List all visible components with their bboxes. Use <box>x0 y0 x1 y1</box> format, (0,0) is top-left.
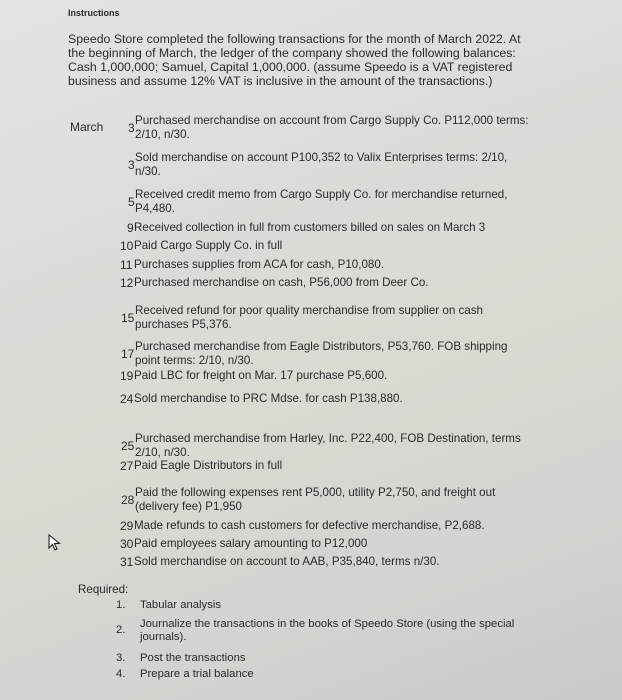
transaction-day: 5 <box>128 195 135 209</box>
transaction-day: 29 <box>120 519 134 533</box>
transaction-day: 24 <box>120 392 134 406</box>
transaction-day: 3 <box>128 121 135 135</box>
required-item-number: 4. <box>116 668 126 680</box>
transaction-text: 2/10, n/30. <box>135 128 190 141</box>
required-item-text: Journalize the transactions in the books of Speedo Store (using the special <box>140 618 515 630</box>
required-item-number: 1. <box>116 599 126 611</box>
intro-line: Speedo Store completed the following transactions for the month of March 2022. At <box>68 32 521 46</box>
transaction-text: Paid Eagle Distributors in full <box>134 459 283 472</box>
required-item-text: journals). <box>140 631 187 643</box>
transaction-text: Purchased merchandise on cash, P56,000 from Deer Co. <box>134 276 429 289</box>
required-item-text: Tabular analysis <box>140 599 222 611</box>
transaction-text: Sold merchandise on account to AAB, P35,840, terms n/30. <box>134 555 440 568</box>
intro-line: business and assume 12% VAT is inclusive in the amount of the transactions.) <box>68 74 493 88</box>
transaction-text: Made refunds to cash customers for defective merchandise, P2,688. <box>134 519 485 532</box>
transaction-text: Paid employees salary amounting to P12,000 <box>134 537 368 550</box>
transaction-text: Paid LBC for freight on Mar. 17 purchase P5,600. <box>134 369 388 382</box>
transaction-text: Purchased merchandise from Eagle Distributors, P53,760. FOB shipping <box>135 340 508 353</box>
transaction-text: Purchased merchandise from Harley, Inc. P22,400, FOB Destination, terms <box>135 432 521 445</box>
transaction-day: 11 <box>120 258 133 272</box>
required-item-number: 2. <box>116 624 126 636</box>
transaction-day: 3 <box>128 158 135 172</box>
transaction-day: 10 <box>120 239 134 253</box>
transaction-text: 2/10, n/30. <box>135 446 190 459</box>
transaction-text: Received credit memo from Cargo Supply Co. for merchandise returned, <box>135 188 508 201</box>
required-item-number: 3. <box>116 652 126 664</box>
required-label: Required: <box>78 583 129 596</box>
instructions-heading: Instructions <box>68 8 120 18</box>
transaction-day: 27 <box>120 459 134 473</box>
required-item-text: Post the transactions <box>140 652 246 664</box>
intro-line: the beginning of March, the ledger of the company showed the following balances: <box>68 46 516 60</box>
required-item-text: Prepare a trial balance <box>140 668 254 680</box>
transaction-day: 25 <box>121 439 135 453</box>
transaction-text: Paid Cargo Supply Co. in full <box>134 239 283 252</box>
transaction-text: Sold merchandise on account P100,352 to Valix Enterprises terms: 2/10, <box>135 151 508 164</box>
transaction-day: 15 <box>121 311 135 325</box>
transaction-day: 31 <box>120 555 134 569</box>
transaction-text: Sold merchandise to PRC Mdse. for cash P138,880. <box>134 392 403 405</box>
mouse-cursor-icon <box>48 534 62 557</box>
transaction-text: point terms: 2/10, n/30. <box>135 354 254 367</box>
transaction-day: 17 <box>121 347 135 361</box>
month-label: March <box>70 120 104 134</box>
transaction-text: Received refund for poor quality merchandise from supplier on cash <box>135 304 483 317</box>
transaction-text: Received collection in full from customers billed on sales on March 3 <box>134 221 486 234</box>
transaction-day: 30 <box>120 537 134 551</box>
transaction-text: P4,480. <box>135 202 175 215</box>
transaction-day: 9 <box>127 221 134 235</box>
transaction-text: Purchased merchandise on account from Cargo Supply Co. P112,000 terms: <box>135 114 529 127</box>
transaction-text: Paid the following expenses rent P5,000, utility P2,750, and freight out <box>135 486 496 499</box>
intro-line: Cash 1,000,000; Samuel, Capital 1,000,000. (assume Speedo is a VAT registered <box>68 60 513 74</box>
transaction-text: purchases P5,376. <box>135 318 232 331</box>
transaction-day: 19 <box>120 369 134 383</box>
transaction-day: 28 <box>121 493 135 507</box>
transaction-text: Purchases supplies from ACA for cash, P10,080. <box>134 258 385 271</box>
transaction-day: 12 <box>120 276 134 290</box>
transaction-text: (delivery fee) P1,950 <box>135 500 242 513</box>
transaction-text: n/30. <box>135 165 161 178</box>
